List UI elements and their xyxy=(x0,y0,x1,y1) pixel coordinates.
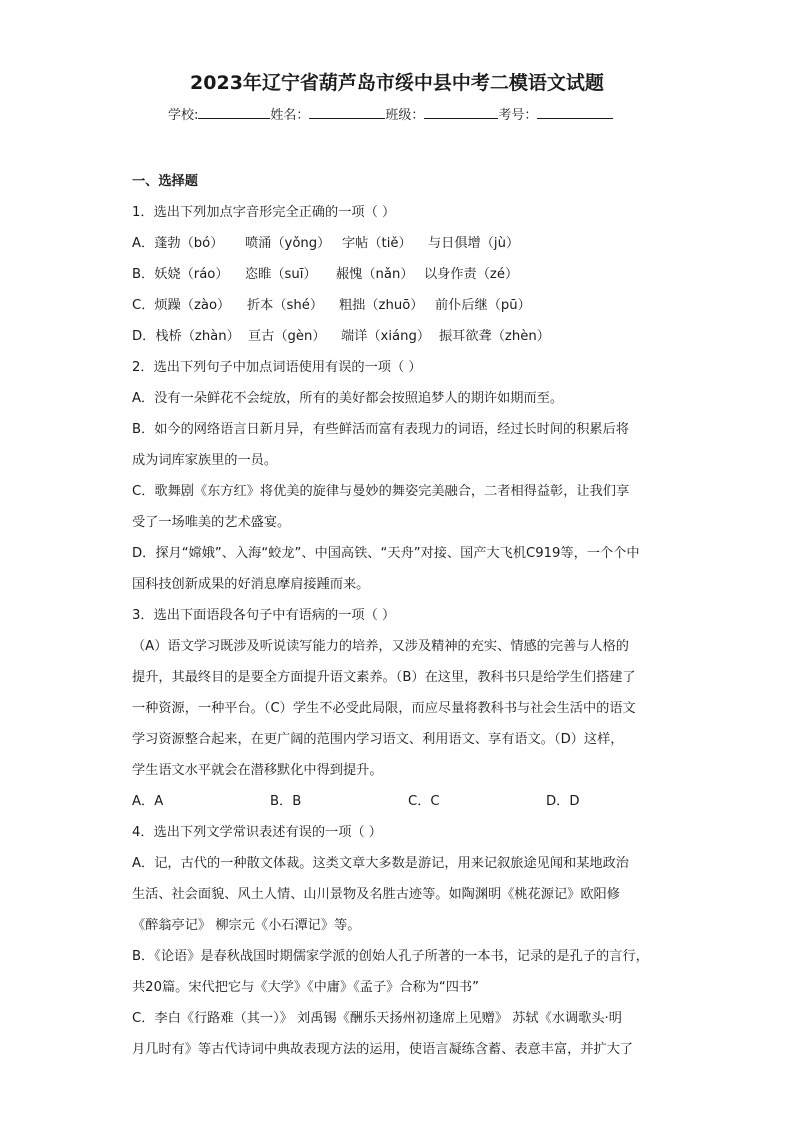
question-2-line: A．没有一朵鲜花不会绽放，所有的美好都会按照追梦人的期许如期而至。 xyxy=(132,391,564,406)
question-2-line: D．探月“嫦娥”、入海“蛟龙”、中国高铁、“天舟”对接、国产大飞机C919等，一个个中 xyxy=(132,546,640,561)
question-3-line: 一种资源，一种平台。（C）学生不必受此局限，而应尽量将教科书与社会生活中的语文 xyxy=(132,701,636,716)
option-part: 与日俱增（jù） xyxy=(428,236,520,251)
option-part: 赧愧（nǎn） xyxy=(336,267,414,282)
question-4-line: 《醉翁亭记》 柳宗元《小石潭记》等。 xyxy=(132,918,361,933)
choice-c: C．C xyxy=(408,794,440,809)
option-part: 喷涌（yǒng） xyxy=(245,236,331,251)
option-part: 折本（shé） xyxy=(247,298,324,313)
page-title: 2023年辽宁省葫芦岛市绥中县中考二模语文试题 xyxy=(190,72,604,94)
question-4-stem: 4．选出下列文学常识表述有误的一项（ ） xyxy=(132,825,382,840)
option-part: 粗拙（zhuō） xyxy=(339,298,424,313)
question-4-line: C．李白《行路难（其一）》 刘禹锡《酬乐天扬州初逢席上见赠》 苏轼《水调歌头·明 xyxy=(132,1011,622,1026)
choice-b: B．B xyxy=(270,794,302,809)
question-2-line: 成为词库家族里的一员。 xyxy=(132,453,278,468)
option-part: 字帖（tiě） xyxy=(342,236,412,251)
question-2-line: 受了一场唯美的艺术盛宴。 xyxy=(132,515,291,530)
question-4-line: 生活、社会面貌、风土人情、山川景物及名胜古迹等。如陶渊明《桃花源记》欧阳修 xyxy=(132,887,620,902)
class-label: 班级： xyxy=(385,108,425,123)
question-2-line: B．如今的网络语言日新月异，有些鲜活而富有表现力的词语，经过长时间的积累后将 xyxy=(132,422,629,437)
option-part: 振耳欲聋（zhèn） xyxy=(439,329,550,344)
question-1-stem: 1．选出下列加点字音形完全正确的一项（ ） xyxy=(132,205,396,220)
option-part: 亘古（gèn） xyxy=(248,329,326,344)
class-blank xyxy=(424,106,498,119)
question-4-line: A．记，古代的一种散文体裁。这类文章大多数是游记，用来记叙旅途见闻和某地政治 xyxy=(132,856,629,871)
name-blank xyxy=(309,106,385,119)
question-3-line: 提升，其最终目的是要全方面提升语文素养。（B）在这里，教科书只是给学生们搭建了 xyxy=(132,670,636,685)
question-1-option-d xyxy=(132,321,667,352)
school-blank xyxy=(198,106,270,119)
option-part: 恣睢（suī） xyxy=(245,267,317,282)
question-4-line: 共20篇。宋代把它与《大学》《中庸》《孟子》合称为“四书” xyxy=(132,980,479,995)
question-1-option-c xyxy=(132,290,667,321)
question-3-line: 学习资源整合起来，在更广阔的范围内学习语文、利用语文、享有语文。（D）这样， xyxy=(132,732,624,747)
option-part: C．烦躁（zào） xyxy=(132,298,231,313)
choice-d: D．D xyxy=(546,794,580,809)
exam-content xyxy=(132,166,667,1065)
option-part: 端详（xiáng） xyxy=(341,329,431,344)
question-1-option-b xyxy=(132,259,667,290)
question-3-line: （A）语文学习既涉及听说读写能力的培养，又涉及精神的充实、情感的完善与人格的 xyxy=(132,639,629,654)
option-part: A．蓬勃（bó） xyxy=(132,236,224,251)
question-3-stem: 3．选出下面语段各句子中有语病的一项（ ） xyxy=(132,608,396,623)
option-part: 前仆后继（pū） xyxy=(435,298,531,313)
question-2-stem: 2．选出下列句子中加点词语使用有误的一项（ ） xyxy=(132,360,422,375)
question-2-line: C．歌舞剧《东方红》将优美的旋律与曼妙的舞姿完美融合，二者相得益彰，让我们享 xyxy=(132,484,630,499)
student-info-line xyxy=(168,104,638,123)
exam-no-blank xyxy=(537,106,613,119)
school-label: 学校: xyxy=(168,108,199,123)
name-label: 姓名： xyxy=(270,108,310,123)
option-part: 以身作责（zé） xyxy=(424,267,519,282)
section-title: 一、选择题 xyxy=(132,174,198,189)
question-4-line: B．《论语》是春秋战国时期儒家学派的创始人孔子所著的一本书，记录的是孔子的言行， xyxy=(132,949,649,964)
option-part: D．栈桥（zhàn） xyxy=(132,329,240,344)
question-3-choices xyxy=(132,786,667,817)
question-4-line: 月几时有》等古代诗词中典故表现方法的运用，使语言凝练含蓄、表意丰富，并扩大了 xyxy=(132,1042,634,1057)
choice-a: A．A xyxy=(132,794,164,809)
question-1-option-a xyxy=(132,228,667,259)
question-3-line: 学生语文水平就会在潜移默化中得到提升。 xyxy=(132,763,383,778)
question-2-line: 国科技创新成果的好消息摩肩接踵而来。 xyxy=(132,577,370,592)
option-part: B．妖娆（ráo） xyxy=(132,267,229,282)
exam-no-label: 考号： xyxy=(498,108,538,123)
